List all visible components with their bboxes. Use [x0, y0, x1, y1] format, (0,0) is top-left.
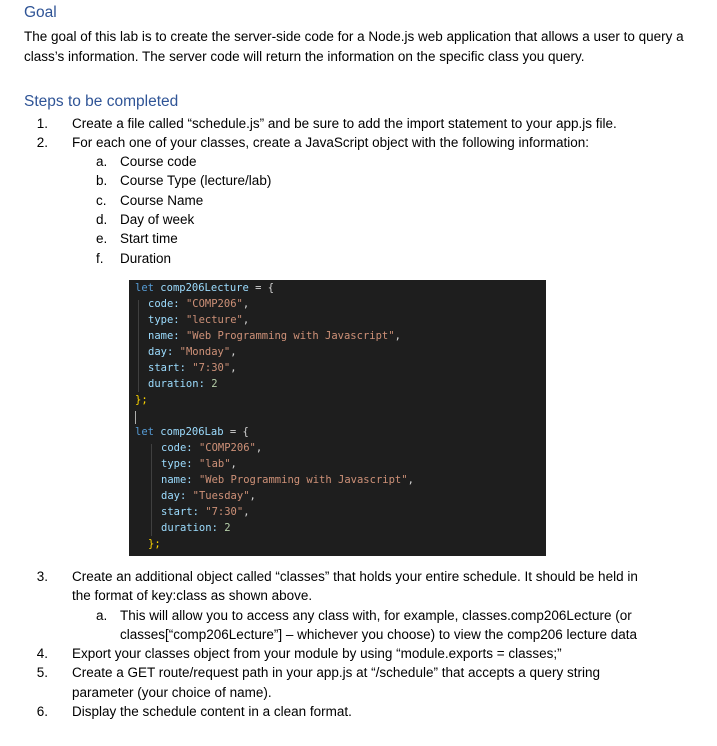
code-line-field	[161, 505, 250, 519]
sub-item-letter: c.	[96, 193, 107, 208]
goal-heading: Goal	[24, 4, 57, 21]
code-line-field	[148, 313, 249, 327]
code-key: start:	[161, 506, 199, 518]
code-keyword: let	[135, 426, 154, 438]
step-number: 3.	[36, 569, 48, 584]
step-text: Create an additional object called “classes” that holds your entire schedule. It should be held in	[72, 569, 638, 584]
code-trail: ,	[394, 330, 401, 342]
code-line-field	[148, 345, 237, 359]
indent-guide	[151, 444, 152, 536]
code-key: day:	[148, 346, 174, 358]
sub-item-text: Start time	[120, 231, 178, 246]
sub-item-letter: f.	[96, 251, 104, 266]
code-line-field	[161, 473, 414, 487]
code-screenshot	[129, 280, 546, 556]
step-item-5-cont: parameter (your choice of name).	[72, 685, 272, 700]
goal-paragraph: The goal of this lab is to create the server-side code for a Node.js web application that allows a user to query a class’s information. The server code will return the information on the specific class you query.	[24, 29, 684, 64]
code-line-close	[135, 393, 148, 407]
code-value: "lab"	[198, 458, 231, 470]
code-value: "Tuesday"	[192, 490, 250, 502]
code-value: "COMP206"	[185, 298, 243, 310]
code-var-name: comp206Lecture	[160, 282, 249, 294]
code-trail: ,	[242, 314, 250, 326]
code-key: code:	[161, 442, 193, 454]
indent-guide	[138, 300, 139, 392]
code-line-decl	[135, 281, 274, 295]
code-key: name:	[148, 330, 180, 342]
code-trail: ,	[230, 362, 237, 374]
text-cursor	[135, 411, 136, 424]
sub-item-text: Day of week	[120, 212, 195, 227]
step-text: Export your classes object from your module by using “module.exports = classes;”	[72, 646, 562, 661]
sub-item-text: Course Name	[120, 193, 204, 208]
step-number: 4.	[36, 646, 48, 661]
steps-heading: Steps to be completed	[24, 93, 179, 110]
code-keyword: let	[135, 282, 154, 294]
sub-item-3a-cont: classes[“comp206Lecture”] – whichever you choose) to view the comp206 lecture data	[120, 627, 638, 642]
code-value: "Web Programming with Javascript"	[185, 330, 395, 342]
step-number: 1.	[36, 116, 48, 131]
code-key: duration:	[161, 522, 218, 534]
code-trail: ,	[242, 298, 250, 310]
code-line-field	[161, 521, 231, 535]
code-line-field	[148, 297, 249, 311]
code-trail: ,	[243, 506, 250, 518]
code-op: = {	[255, 282, 275, 294]
code-var-name: comp206Lab	[160, 426, 224, 438]
step-number: 2.	[36, 135, 48, 150]
code-trail: ,	[230, 346, 237, 358]
step-text: Create a file called “schedule.js” and be sure to add the import statement to your app.js file.	[72, 116, 617, 131]
code-key: duration:	[148, 378, 205, 390]
code-value: "lecture"	[185, 314, 243, 326]
code-key: code:	[148, 298, 180, 310]
code-close: };	[135, 394, 148, 406]
code-line-field	[148, 329, 401, 343]
code-trail: ,	[255, 442, 263, 454]
code-value: "COMP206"	[198, 442, 256, 454]
code-value: "7:30"	[205, 506, 244, 518]
code-line-field	[161, 489, 256, 503]
code-line-field	[161, 457, 237, 471]
code-trail: ,	[249, 490, 256, 502]
sub-item-letter: a.	[96, 154, 108, 169]
step-number: 5.	[36, 665, 48, 680]
code-line-field	[161, 441, 262, 455]
code-trail: ,	[407, 474, 414, 486]
code-value: "7:30"	[192, 362, 231, 374]
sub-item-letter: b.	[96, 173, 108, 188]
code-value: "Web Programming with Javascript"	[198, 474, 408, 486]
sub-item-text: Course code	[120, 154, 197, 169]
code-close: };	[148, 538, 161, 550]
code-line-field	[148, 377, 218, 391]
code-line-field	[148, 361, 237, 375]
code-op: = {	[229, 426, 249, 438]
step-text: Create a GET route/request path in your app.js at “/schedule” that accepts a query string	[72, 665, 601, 680]
step-text: For each one of your classes, create a JavaScript object with the following information:	[72, 135, 590, 150]
sub-item-letter: e.	[96, 231, 108, 246]
step-item-3-cont: the format of key:class as shown above.	[72, 588, 313, 603]
code-trail: ,	[230, 458, 237, 470]
step-text: Display the schedule content in a clean format.	[72, 704, 352, 719]
code-key: name:	[161, 474, 193, 486]
code-line-close	[148, 537, 161, 551]
sub-item-text: Course Type (lecture/lab)	[120, 173, 272, 188]
sub-item-letter: a.	[96, 608, 108, 623]
sub-item-text: Duration	[120, 251, 172, 266]
sub-item-text: This will allow you to access any class with, for example, classes.comp206Lecture (or	[120, 608, 632, 623]
code-key: type:	[148, 314, 180, 326]
code-line-decl	[135, 425, 249, 439]
step-number: 6.	[36, 704, 48, 719]
code-value: 2	[224, 522, 231, 534]
code-key: type:	[161, 458, 193, 470]
code-value: "Monday"	[179, 346, 231, 358]
code-value: 2	[211, 378, 218, 390]
sub-item-letter: d.	[96, 212, 108, 227]
code-key: start:	[148, 362, 186, 374]
code-key: day:	[161, 490, 187, 502]
